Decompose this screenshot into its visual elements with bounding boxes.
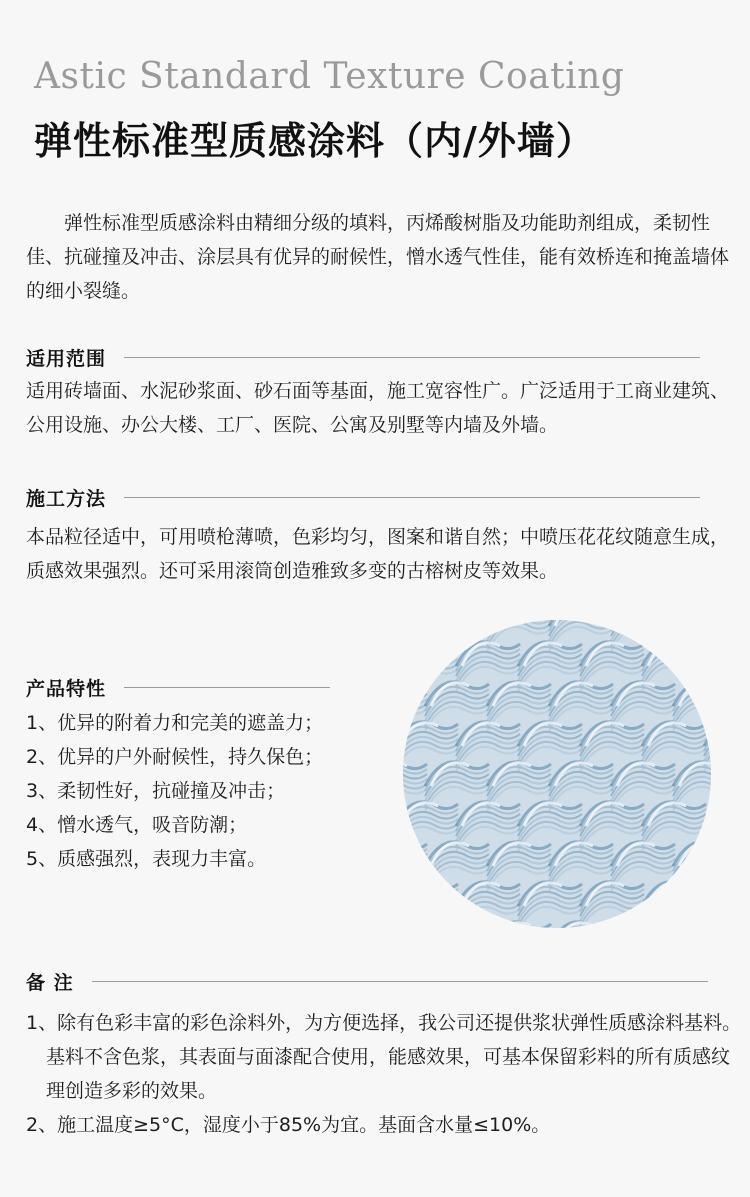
texture-highlight [403, 843, 407, 866]
texture-highlight [431, 923, 469, 928]
texture-stroke [704, 882, 711, 906]
texture-stroke [425, 620, 489, 636]
texture-stroke [425, 927, 489, 928]
texture-highlight [679, 620, 711, 626]
texture-stroke [611, 922, 675, 928]
texture-stroke [403, 882, 458, 906]
texture-stroke [704, 642, 711, 666]
texture-stroke [673, 620, 711, 636]
texture-stroke [580, 907, 644, 928]
texture-highlight [679, 923, 711, 928]
method-section-heading [26, 482, 700, 512]
texture-stroke [403, 907, 458, 928]
application-text: 适用砖墙面、水泥砂浆面、砂石面等基面，施工宽容性广。广泛适用于工商业建筑、公用设施、办公大楼、工厂、医院、公寓及别墅等内墙及外墙。 [26, 380, 730, 436]
texture-stroke [642, 902, 706, 926]
texture-stroke [673, 867, 711, 891]
texture-stroke [403, 927, 427, 928]
texture-stroke [403, 867, 427, 891]
texture-highlight [403, 923, 407, 928]
texture-stroke [403, 842, 427, 866]
texture-stroke [704, 647, 711, 671]
notes-section-heading [26, 966, 708, 996]
texture-wave-pattern [403, 620, 711, 928]
texture-stroke [403, 627, 427, 651]
feature-item: 5、质感强烈，表现力丰富。 [26, 848, 267, 870]
texture-sample-image [403, 620, 711, 928]
texture-stroke [403, 922, 427, 928]
texture-stroke [425, 620, 489, 626]
texture-highlight [648, 643, 686, 666]
english-title: Astic Standard Texture Coating [34, 56, 625, 97]
texture-stroke [611, 927, 675, 928]
texture-highlight [617, 923, 655, 928]
texture-stroke [704, 892, 711, 916]
texture-stroke [403, 847, 427, 871]
texture-stroke [403, 852, 427, 876]
application-section-heading [26, 342, 700, 372]
texture-stroke [403, 857, 427, 881]
notes-divider [92, 981, 708, 982]
texture-stroke [704, 887, 711, 911]
texture-stroke [425, 620, 489, 631]
features-heading-label: 产品特性 [26, 677, 107, 700]
texture-stroke [704, 902, 711, 926]
note-item: 2、施工温度≥5°C，湿度小于85%为宜。基面含水量≤10%。 [26, 1114, 551, 1136]
texture-stroke [425, 922, 489, 928]
texture-highlight [710, 803, 711, 826]
texture-stroke [673, 622, 711, 646]
texture-stroke [673, 620, 711, 641]
texture-stroke [704, 827, 711, 851]
texture-stroke [642, 882, 706, 906]
texture-stroke [403, 620, 427, 641]
texture-highlight [710, 883, 711, 906]
texture-stroke [704, 662, 711, 686]
application-heading-label: 适用范围 [26, 347, 107, 370]
texture-stroke [673, 627, 711, 651]
notes-list [26, 1006, 742, 1142]
texture-stroke [403, 620, 427, 626]
texture-highlight [431, 620, 469, 626]
features-list [26, 706, 323, 876]
texture-stroke [673, 922, 711, 928]
texture-highlight [710, 643, 711, 666]
features-section-heading [26, 672, 330, 702]
texture-stroke [549, 927, 613, 928]
texture-highlight [710, 723, 711, 746]
texture-stroke [642, 897, 706, 921]
feature-item: 4、憎水透气，吸音防潮； [26, 814, 248, 836]
texture-stroke [403, 622, 427, 646]
texture-stroke [673, 620, 711, 631]
texture-stroke [403, 892, 458, 916]
texture-stroke [611, 620, 675, 626]
intro-paragraph: 弹性标准型质感涂料由精细分级的填料，丙烯酸树脂及功能助剂组成，柔韧性佳、抗碰撞及冲击、涂层具有优异的耐候性，憎水透气性佳，能有效桥连和掩盖墙体的细小裂缝。 [26, 212, 730, 302]
texture-stroke [403, 897, 458, 921]
texture-highlight [403, 883, 438, 906]
texture-stroke [611, 622, 675, 646]
method-text: 本品粒径适中，可用喷枪薄喷，色彩均匀，图案和谐自然；中喷压花花纹随意生成，质感效果强烈。还可采用滚筒创造雅致多变的古榕树皮等效果。 [26, 526, 730, 582]
texture-stroke [611, 620, 675, 636]
texture-highlight [403, 620, 407, 626]
texture-highlight [679, 683, 711, 706]
texture-stroke [403, 902, 458, 926]
texture-stroke [704, 907, 711, 928]
texture-stroke [673, 927, 711, 928]
feature-item: 3、柔韧性好，抗碰撞及冲击； [26, 780, 286, 802]
texture-highlight [617, 620, 655, 626]
texture-stroke [642, 907, 706, 928]
chinese-title: 弹性标准型质感涂料（内/外墙） [34, 119, 595, 163]
texture-stroke [611, 627, 675, 651]
texture-stroke [704, 652, 711, 676]
texture-stroke [403, 620, 427, 631]
texture-highlight [648, 883, 686, 906]
note-item: 1、除有色彩丰富的彩色涂料外，为方便选择，我公司还提供浆状弹性质感涂料基料。基料不含色浆，其表面与面漆配合使用，能感效果，可基本保留彩料的所有质感纹理创造多彩的效果。 [26, 1012, 742, 1102]
texture-stroke [673, 620, 711, 626]
notes-heading-label: 备 注 [26, 971, 74, 994]
texture-stroke [456, 907, 520, 928]
texture-highlight [403, 643, 438, 666]
feature-item: 1、优异的附着力和完美的遮盖力； [26, 712, 324, 734]
texture-stroke [425, 620, 489, 641]
application-divider [124, 357, 700, 358]
texture-stroke [704, 657, 711, 681]
texture-stroke [704, 817, 711, 841]
texture-stroke [403, 887, 458, 911]
texture-stroke [403, 862, 427, 886]
texture-stroke [704, 822, 711, 846]
texture-highlight [679, 843, 711, 866]
texture-highlight [403, 683, 407, 706]
texture-stroke [704, 667, 711, 691]
method-heading-label: 施工方法 [26, 487, 107, 510]
method-divider [124, 497, 700, 498]
texture-stroke [611, 620, 675, 631]
texture-stroke [704, 897, 711, 921]
feature-item: 2、优异的户外耐候性，持久保色； [26, 746, 324, 768]
texture-highlight [493, 923, 531, 928]
features-divider [124, 687, 330, 688]
texture-stroke [403, 697, 427, 721]
texture-highlight [555, 923, 593, 928]
texture-stroke [403, 620, 427, 636]
